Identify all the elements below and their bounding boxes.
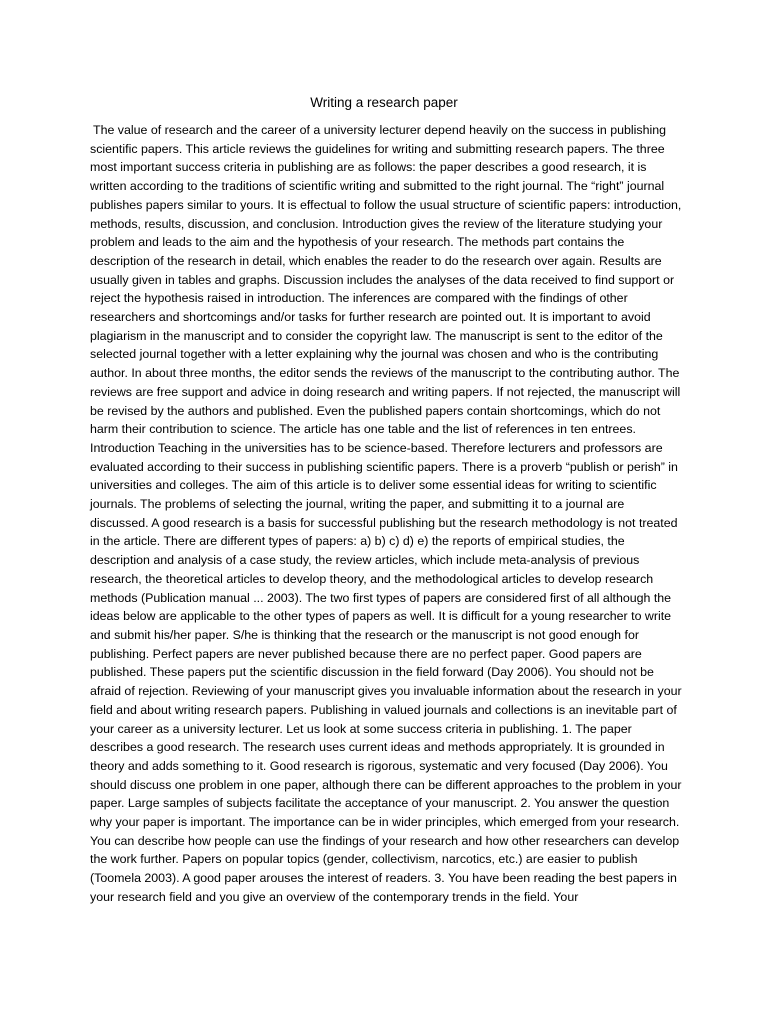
body-paragraph: The value of research and the career of a university lecturer depend heavily on the success in publishing scientific papers. This article reviews the guidelines for writing and submitting research papers. The three most important success criteria in publishing are as follows: the paper describes a good research, it is written according to the traditions of scientific writing and submitted to the right journal. The “right” journal publishes papers similar to yours. It is effectual to follow the usual structure of scientific papers: introduction, methods, results, discussion, and conclusion. Introduction gives the review of the literature studying your problem and leads to the aim and the hypothesis of your research. The methods part contains the description of the research in detail, which enables the reader to do the research over again. Results are usually given in tables and graphs. Discussion includes the analyses of the data received to find support or reject the hypothesis raised in introduction. The inferences are compared with the findings of other researchers and shortcomings and/or tasks for further research are pointed out. It is important to avoid plagiarism in the manuscript and to consider the copyright law. The manuscript is sent to the editor of the selected journal together with a letter explaining why the journal was chosen and who is the contributing author. In about three months, the editor sends the reviews of the manuscript to the contributing author. The reviews are free support and advice in doing research and writing papers. If not rejected, the manuscript will be revised by the authors and published. Even the published papers contain shortcomings, which do not harm their contribution to science. The article has one table and the list of references in ten entrees. Introduction Teaching in the universities has to be science-based. Therefore lecturers and professors are evaluated according to their success in publishing scientific papers. There is a proverb “publish or perish” in universities and colleges. The aim of this article is to deliver some essential ideas for writing to scientific journals. The problems of selecting the journal, writing the paper, and submitting it to a journal are discussed. A good research is a basis for successful publishing but the research methodology is not treated in the article. There are different types of papers: a) b) c) d) e) the reports of empirical studies, the description and analysis of a case study, the review articles, which include meta-analysis of previous research, the theoretical articles to develop theory, and the methodological articles to develop research methods (Publication manual ... 2003). The two first types of papers are considered first of all although the ideas below are applicable to the other types of papers as well. It is difficult for a young researcher to write and submit his/her paper. S/he is thinking that the research or the manuscript is not good enough for publishing. Perfect papers are never published because there are no perfect paper. Good papers are published. These papers put the scientific discussion in the field forward (Day 2006). You should not be afraid of rejection. Reviewing of your manuscript gives you invaluable information about the research in your field and about writing research papers. Publishing in valued journals and collections is an inevitable part of your career as a university lecturer. Let us look at some success criteria in publishing. 1. The paper describes a good research. The research uses current ideas and methods appropriately. It is grounded in theory and adds something to it. Good research is rigorous, systematic and very focused (Day 2006). You should discuss one problem in one paper, although there can be different approaches to the problem in your paper. Large samples of subjects facilitate the acceptance of your manuscript. 2. You answer the question why your paper is important. The importance can be in wider principles, which emerged from your research. You can describe how people can use the findings of your research and how other researchers can develop the work further. Papers on popular topics (gender, collectivism, narcotics, etc.) are easier to publish (Toomela 2003). A good paper arouses the interest of readers. 3. You have been reading the best papers in your research field and you give an overview of the contemporary trends in the field. Your [90, 123, 682, 904]
document-body [90, 121, 682, 907]
document-title: Writing a research paper [310, 95, 458, 110]
